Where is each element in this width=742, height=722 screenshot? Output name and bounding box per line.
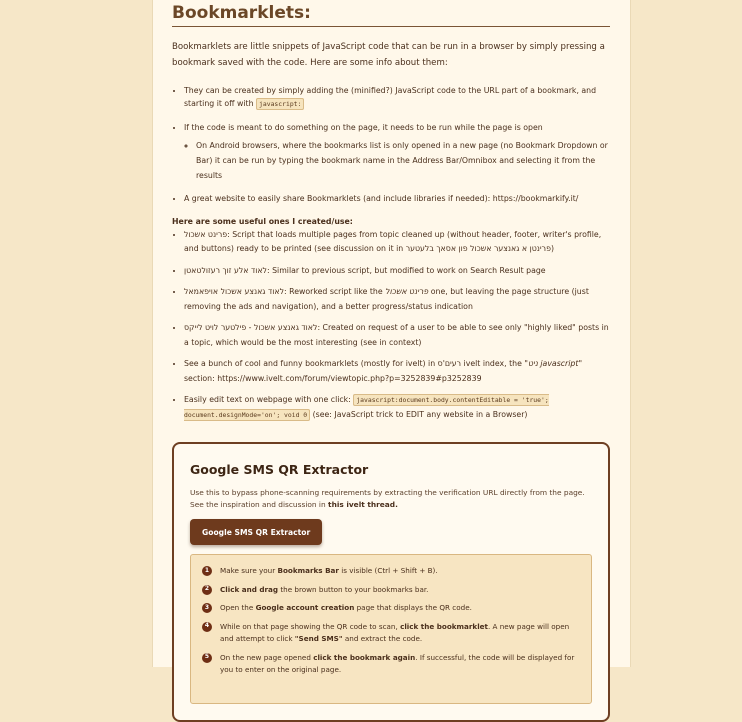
sms-extractor-card — [172, 442, 610, 722]
step-item: 4 While on that page showing the QR code to scan, click the bookmarklet. A new page will open and attempt to click "Send SMS" and extract the code. — [201, 621, 581, 646]
context-link[interactable]: in context — [379, 337, 419, 347]
step-item: 5 On the new page opened click the bookmark again. If successful, the code will be displayed for you to enter on the original page. — [201, 652, 581, 677]
sub-list — [184, 138, 610, 183]
discussion-link[interactable]: פרינטן א גאנצער אשכול פון אסאך בלעטער — [405, 244, 551, 253]
list-item: • לאוד גאנצע אשכול אויפאמאל: Reworked script like the פרינט אשכול one, but leaving the page structure (just removing the ads and navigation), and a better progress/status indication — [184, 285, 610, 314]
list-item: • לאוד אלע זוך רעזולטאטן: Similar to previous script, but modified to work on Search Result page — [184, 264, 610, 279]
ivelt-thread-link[interactable]: this ivelt thread. — [328, 499, 398, 509]
bookmarklet-link[interactable]: לאוד אלע זוך רעזולטאטן — [184, 265, 267, 275]
step-number: 4 — [202, 622, 212, 632]
qr-extractor-bookmarklet-button[interactable]: Google SMS QR Extractor — [190, 519, 322, 545]
ivelt-url-link[interactable]: https://www.ivelt.com/forum/viewtopic.php?p=3252839#p3252839 — [217, 373, 482, 383]
list-item: • See a bunch of cool and funny bookmarklets (mostly for ivelt) in רעים'ס ivelt index, the "ניט javascript" section: https://www.ivelt.com/forum/viewtopic.php?p=3252839#p3252839 — [184, 357, 610, 386]
list-item: • A great website to easily share Bookmarklets (and include libraries if needed): https://bookmarkify.it/ — [184, 192, 610, 205]
card-description: Use this to bypass phone-scanning requirements by extracting the verification URL directly from the page. See the inspiration and discussion in this ivelt thread. — [190, 488, 585, 509]
bookmarkify-link[interactable]: https://bookmarkify.it/ — [492, 194, 579, 203]
info-list — [172, 84, 610, 205]
step-number: 3 — [202, 603, 212, 613]
content — [153, 0, 630, 722]
list-item: • If the code is meant to do something on the page, it needs to be run while the page is open ◦ On Android browsers, where the bookmarks list is only opened in a new page (no Bookmark Dropdown or Bar) it can be run by typing the bookmark name in the Address Bar/Omnibox and selecting it from the results — [184, 121, 610, 183]
list-item: • Easily edit text on webpage with one click: javascript:document.body.contentEditable = 'true'; document.designMode='on'; void 0 (see: JavaScript trick to EDIT any website in a Browser) — [184, 393, 610, 422]
bookmarklet-link[interactable]: פרינט אשכול — [184, 229, 228, 239]
bookmarklet-link[interactable]: לאוד גאנצע אשכול - פילטער לויט לייקס — [184, 323, 318, 332]
list-item: • They can be created by simply adding the (minified?) JavaScript code to the URL part of a bookmark, and starting it off with javascript: — [184, 84, 610, 111]
intro-text: Bookmarklets are little snippets of JavaScript code that can be run in a browser by simply pressing a bookmark saved with the code. Here are some info about them: — [172, 42, 605, 68]
bookmarklet-link[interactable]: לאוד גאנצע אשכול אויפאמאל — [184, 287, 285, 296]
step-item: 1 Make sure your Bookmarks Bar is visible (Ctrl + Shift + B). — [201, 565, 581, 578]
list-item: • לאוד גאנצע אשכול - פילטער לויט לייקס: Created on request of a user to be able to see only "highly liked" posts in a topic, which would be the most interesting (see in context) — [184, 321, 610, 350]
useful-heading: Here are some useful ones I created/use: — [172, 216, 353, 226]
useful-list — [172, 228, 610, 423]
card-title: Google SMS QR Extractor — [190, 462, 369, 477]
page-panel — [152, 0, 631, 674]
section-heading: Bookmarklets: — [172, 0, 610, 27]
code-snippet: javascript: — [256, 98, 304, 110]
step-number: 2 — [202, 585, 212, 595]
edit-trick-link[interactable]: JavaScript trick to EDIT any website in a Browser — [334, 409, 525, 419]
code-snippet: javascript:document.body.contentEditable = 'true'; document.designMode='on'; void 0 — [184, 396, 549, 419]
list-item: • פרינט אשכול: Script that loads multiple pages from topic cleaned up (without header, footer, writer's profile, and buttons) ready to be printed (see discussion on it in פרינטן א גאנצער אשכול פון אסאך בלעטער) — [184, 228, 610, 257]
step-item: 2 Click and drag the brown button to your bookmarks bar. — [201, 584, 581, 597]
instructions-box — [190, 554, 592, 704]
step-number: 5 — [202, 653, 212, 663]
step-item: 3 Open the Google account creation page that displays the QR code. — [201, 602, 581, 615]
list-item: ◦ On Android browsers, where the bookmarks list is only opened in a new page (no Bookmark Dropdown or Bar) it can be run by typing the bookmark name in the Address Bar/Omnibox and selecting it from the results — [196, 138, 610, 183]
step-number: 1 — [202, 566, 212, 576]
